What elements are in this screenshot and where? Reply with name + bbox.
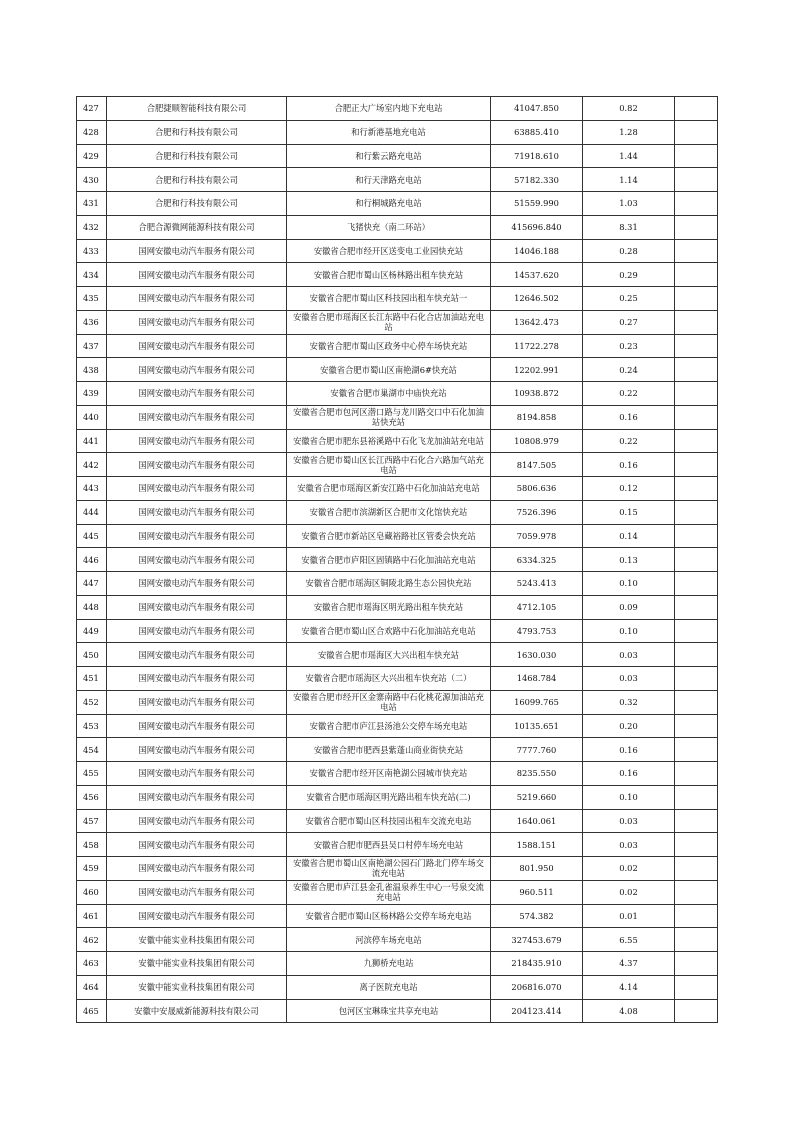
row-number-cell: 458	[77, 833, 107, 857]
station-name-cell: 安徽省合肥市蜀山区南艳湖6#快充站	[287, 358, 491, 382]
row-number-cell: 455	[77, 762, 107, 786]
percentage-cell: 1.14	[583, 168, 675, 192]
row-number-cell: 427	[77, 97, 107, 121]
row-number-cell: 465	[77, 999, 107, 1023]
remark-cell	[675, 192, 718, 216]
percentage-cell: 0.16	[583, 453, 675, 477]
percentage-cell: 0.22	[583, 382, 675, 406]
table-row	[77, 809, 718, 833]
remark-cell	[675, 477, 718, 501]
remark-cell	[675, 595, 718, 619]
charging-amount-cell: 12646.502	[491, 287, 583, 311]
charging-amount-cell: 5243.413	[491, 572, 583, 596]
remark-cell	[675, 975, 718, 999]
percentage-cell: 0.27	[583, 310, 675, 334]
percentage-cell: 0.12	[583, 477, 675, 501]
station-name-cell: 安徽省合肥市蜀山区杨林路公交停车场充电站	[287, 904, 491, 928]
row-number-cell: 439	[77, 382, 107, 406]
remark-cell	[675, 334, 718, 358]
charging-amount-cell: 1630.030	[491, 643, 583, 667]
charging-amount-cell: 71918.610	[491, 144, 583, 168]
station-name-cell: 安徽省合肥市肥西县紫蓬山商业街快充站	[287, 738, 491, 762]
percentage-cell: 0.15	[583, 500, 675, 524]
table-row	[77, 239, 718, 263]
company-name-cell: 合肥合源微网能源科技有限公司	[107, 215, 287, 239]
row-number-cell: 456	[77, 785, 107, 809]
charging-amount-cell: 8147.505	[491, 453, 583, 477]
remark-cell	[675, 453, 718, 477]
station-name-cell: 和行新港基地充电站	[287, 120, 491, 144]
charging-amount-cell: 574.382	[491, 904, 583, 928]
table-row	[77, 999, 718, 1023]
company-name-cell: 安徽中安晟威新能源科技有限公司	[107, 999, 287, 1023]
percentage-cell: 0.09	[583, 595, 675, 619]
company-name-cell: 国网安徽电动汽车服务有限公司	[107, 548, 287, 572]
table-row	[77, 192, 718, 216]
row-number-cell: 453	[77, 714, 107, 738]
row-number-cell: 451	[77, 667, 107, 691]
remark-cell	[675, 619, 718, 643]
table-row	[77, 572, 718, 596]
charging-amount-cell: 7777.760	[491, 738, 583, 762]
table-row	[77, 548, 718, 572]
company-name-cell: 国网安徽电动汽车服务有限公司	[107, 762, 287, 786]
table-row	[77, 144, 718, 168]
table-row	[77, 714, 718, 738]
station-name-cell: 安徽省合肥市瑶海区大兴出租车快充站	[287, 643, 491, 667]
company-name-cell: 合肥和行科技有限公司	[107, 192, 287, 216]
percentage-cell: 0.28	[583, 239, 675, 263]
station-name-cell: 安徽省合肥市新站区皂藏裕路社区管委会快充站	[287, 524, 491, 548]
station-name-cell: 安徽省合肥市蜀山区长江西路中石化合六路加气站充电站	[287, 453, 491, 477]
company-name-cell: 国网安徽电动汽车服务有限公司	[107, 833, 287, 857]
percentage-cell: 4.37	[583, 952, 675, 976]
station-name-cell: 安徽省合肥市包河区潜口路与龙川路交口中石化加油站快充站	[287, 405, 491, 429]
company-name-cell: 合肥和行科技有限公司	[107, 120, 287, 144]
table-row	[77, 263, 718, 287]
charging-amount-cell: 6334.325	[491, 548, 583, 572]
station-name-cell: 安徽省合肥市瑶海区铜陵北路生态公园快充站	[287, 572, 491, 596]
station-name-cell: 安徽省合肥市经开区金寨南路中石化桃花源加油站充电站	[287, 690, 491, 714]
charging-amount-cell: 218435.910	[491, 952, 583, 976]
table-row	[77, 738, 718, 762]
charging-amount-cell: 14537.620	[491, 263, 583, 287]
percentage-cell: 0.25	[583, 287, 675, 311]
row-number-cell: 454	[77, 738, 107, 762]
remark-cell	[675, 572, 718, 596]
company-name-cell: 国网安徽电动汽车服务有限公司	[107, 572, 287, 596]
remark-cell	[675, 429, 718, 453]
station-name-cell: 安徽省合肥市蜀山区杨林路出租车快充站	[287, 263, 491, 287]
percentage-cell: 0.16	[583, 762, 675, 786]
percentage-cell: 0.82	[583, 97, 675, 121]
percentage-cell: 0.02	[583, 880, 675, 904]
remark-cell	[675, 382, 718, 406]
station-name-cell: 离子医院充电站	[287, 975, 491, 999]
table-row	[77, 524, 718, 548]
charging-amount-cell: 4712.105	[491, 595, 583, 619]
percentage-cell: 0.13	[583, 548, 675, 572]
station-name-cell: 安徽省合肥市瑶海区明光路出租车快充站(二)	[287, 785, 491, 809]
row-number-cell: 445	[77, 524, 107, 548]
station-name-cell: 安徽省合肥市庐阳区固镇路中石化加油站充电站	[287, 548, 491, 572]
company-name-cell: 国网安徽电动汽车服务有限公司	[107, 809, 287, 833]
charging-amount-cell: 801.950	[491, 857, 583, 881]
company-name-cell: 国网安徽电动汽车服务有限公司	[107, 429, 287, 453]
percentage-cell: 0.03	[583, 643, 675, 667]
charging-amount-cell: 16099.765	[491, 690, 583, 714]
remark-cell	[675, 857, 718, 881]
company-name-cell: 国网安徽电动汽车服务有限公司	[107, 358, 287, 382]
remark-cell	[675, 524, 718, 548]
company-name-cell: 国网安徽电动汽车服务有限公司	[107, 643, 287, 667]
charging-amount-cell: 1640.061	[491, 809, 583, 833]
remark-cell	[675, 690, 718, 714]
station-name-cell: 安徽省合肥市蜀山区科技园出租车交流充电站	[287, 809, 491, 833]
station-table	[76, 96, 718, 1023]
row-number-cell: 448	[77, 595, 107, 619]
charging-amount-cell: 204123.414	[491, 999, 583, 1023]
table-row	[77, 690, 718, 714]
row-number-cell: 452	[77, 690, 107, 714]
row-number-cell: 462	[77, 928, 107, 952]
charging-amount-cell: 63885.410	[491, 120, 583, 144]
charging-amount-cell: 10938.872	[491, 382, 583, 406]
remark-cell	[675, 239, 718, 263]
company-name-cell: 合肥捷顺智能科技有限公司	[107, 97, 287, 121]
table-row	[77, 619, 718, 643]
remark-cell	[675, 358, 718, 382]
charging-amount-cell: 206816.070	[491, 975, 583, 999]
table-body	[77, 97, 718, 1023]
table-row	[77, 287, 718, 311]
charging-amount-cell: 14046.188	[491, 239, 583, 263]
station-name-cell: 安徽省合肥市蜀山区科技园出租车快充站一	[287, 287, 491, 311]
station-name-cell: 九狮桥充电站	[287, 952, 491, 976]
table-row	[77, 168, 718, 192]
remark-cell	[675, 667, 718, 691]
percentage-cell: 4.08	[583, 999, 675, 1023]
company-name-cell: 国网安徽电动汽车服务有限公司	[107, 263, 287, 287]
charging-amount-cell: 8235.550	[491, 762, 583, 786]
table-row	[77, 904, 718, 928]
charging-amount-cell: 4793.753	[491, 619, 583, 643]
remark-cell	[675, 500, 718, 524]
company-name-cell: 国网安徽电动汽车服务有限公司	[107, 239, 287, 263]
percentage-cell: 0.22	[583, 429, 675, 453]
percentage-cell: 1.03	[583, 192, 675, 216]
charging-amount-cell: 1468.784	[491, 667, 583, 691]
company-name-cell: 国网安徽电动汽车服务有限公司	[107, 857, 287, 881]
station-name-cell: 安徽省合肥市瑶海区长江东路中石化合店加油站充电站	[287, 310, 491, 334]
station-name-cell: 安徽省合肥市瑶海区新安江路中石化加油站充电站	[287, 477, 491, 501]
charging-amount-cell: 51559.990	[491, 192, 583, 216]
charging-amount-cell: 57182.330	[491, 168, 583, 192]
station-name-cell: 合肥正大广场室内地下充电站	[287, 97, 491, 121]
station-name-cell: 安徽省合肥市庐江县汤池公交停车场充电站	[287, 714, 491, 738]
percentage-cell: 0.23	[583, 334, 675, 358]
percentage-cell: 0.16	[583, 405, 675, 429]
station-name-cell: 安徽省合肥市蜀山区合欢路中石化加油站充电站	[287, 619, 491, 643]
row-number-cell: 443	[77, 477, 107, 501]
table-row	[77, 595, 718, 619]
table-row	[77, 667, 718, 691]
remark-cell	[675, 120, 718, 144]
row-number-cell: 437	[77, 334, 107, 358]
percentage-cell: 0.03	[583, 833, 675, 857]
charging-amount-cell: 5806.636	[491, 477, 583, 501]
row-number-cell: 430	[77, 168, 107, 192]
table-row	[77, 880, 718, 904]
table-row	[77, 928, 718, 952]
row-number-cell: 450	[77, 643, 107, 667]
remark-cell	[675, 714, 718, 738]
remark-cell	[675, 999, 718, 1023]
table-row	[77, 500, 718, 524]
table-row	[77, 833, 718, 857]
remark-cell	[675, 928, 718, 952]
charging-amount-cell: 415696.840	[491, 215, 583, 239]
table-row	[77, 762, 718, 786]
charging-amount-cell: 327453.679	[491, 928, 583, 952]
row-number-cell: 432	[77, 215, 107, 239]
station-name-cell: 安徽省合肥市肥东县裕溪路中石化飞龙加油站充电站	[287, 429, 491, 453]
percentage-cell: 0.20	[583, 714, 675, 738]
row-number-cell: 429	[77, 144, 107, 168]
charging-amount-cell: 5219.660	[491, 785, 583, 809]
station-name-cell: 和行紫云路充电站	[287, 144, 491, 168]
row-number-cell: 442	[77, 453, 107, 477]
remark-cell	[675, 833, 718, 857]
percentage-cell: 0.01	[583, 904, 675, 928]
remark-cell	[675, 263, 718, 287]
company-name-cell: 安徽中能实业科技集团有限公司	[107, 928, 287, 952]
station-name-cell: 包河区宝琳珠宝共享充电站	[287, 999, 491, 1023]
percentage-cell: 1.28	[583, 120, 675, 144]
company-name-cell: 国网安徽电动汽车服务有限公司	[107, 667, 287, 691]
company-name-cell: 国网安徽电动汽车服务有限公司	[107, 595, 287, 619]
company-name-cell: 国网安徽电动汽车服务有限公司	[107, 334, 287, 358]
charging-amount-cell: 960.511	[491, 880, 583, 904]
table-row	[77, 857, 718, 881]
station-name-cell: 安徽省合肥市瑶海区明光路出租车快充站	[287, 595, 491, 619]
row-number-cell: 436	[77, 310, 107, 334]
table-row	[77, 120, 718, 144]
station-name-cell: 安徽省合肥市瑶海区大兴出租车快充站（二）	[287, 667, 491, 691]
remark-cell	[675, 785, 718, 809]
charging-amount-cell: 41047.850	[491, 97, 583, 121]
remark-cell	[675, 738, 718, 762]
station-name-cell: 和行天津路充电站	[287, 168, 491, 192]
remark-cell	[675, 762, 718, 786]
remark-cell	[675, 405, 718, 429]
station-name-cell: 安徽省合肥市庐江县金孔雀温泉养生中心一号泉交流充电站	[287, 880, 491, 904]
company-name-cell: 国网安徽电动汽车服务有限公司	[107, 738, 287, 762]
company-name-cell: 国网安徽电动汽车服务有限公司	[107, 524, 287, 548]
company-name-cell: 国网安徽电动汽车服务有限公司	[107, 500, 287, 524]
row-number-cell: 435	[77, 287, 107, 311]
row-number-cell: 428	[77, 120, 107, 144]
table-row	[77, 334, 718, 358]
station-name-cell: 飞猪快充（南二环站）	[287, 215, 491, 239]
remark-cell	[675, 310, 718, 334]
remark-cell	[675, 904, 718, 928]
company-name-cell: 国网安徽电动汽车服务有限公司	[107, 382, 287, 406]
percentage-cell: 0.03	[583, 667, 675, 691]
percentage-cell: 6.55	[583, 928, 675, 952]
row-number-cell: 461	[77, 904, 107, 928]
charging-amount-cell: 10135.651	[491, 714, 583, 738]
company-name-cell: 国网安徽电动汽车服务有限公司	[107, 880, 287, 904]
company-name-cell: 国网安徽电动汽车服务有限公司	[107, 477, 287, 501]
table-row	[77, 358, 718, 382]
charging-amount-cell: 1588.151	[491, 833, 583, 857]
remark-cell	[675, 952, 718, 976]
row-number-cell: 433	[77, 239, 107, 263]
charging-amount-cell: 8194.858	[491, 405, 583, 429]
station-name-cell: 安徽省合肥市经开区南艳湖公园城市快充站	[287, 762, 491, 786]
company-name-cell: 合肥和行科技有限公司	[107, 144, 287, 168]
percentage-cell: 4.14	[583, 975, 675, 999]
table-row	[77, 785, 718, 809]
station-name-cell: 安徽省合肥市经开区送变电工业园快充站	[287, 239, 491, 263]
remark-cell	[675, 643, 718, 667]
company-name-cell: 国网安徽电动汽车服务有限公司	[107, 904, 287, 928]
remark-cell	[675, 880, 718, 904]
table-row	[77, 453, 718, 477]
row-number-cell: 464	[77, 975, 107, 999]
percentage-cell: 0.10	[583, 785, 675, 809]
table-row	[77, 975, 718, 999]
station-name-cell: 安徽省合肥市肥西县吴口村停车场充电站	[287, 833, 491, 857]
company-name-cell: 国网安徽电动汽车服务有限公司	[107, 785, 287, 809]
percentage-cell: 0.29	[583, 263, 675, 287]
percentage-cell: 0.32	[583, 690, 675, 714]
company-name-cell: 国网安徽电动汽车服务有限公司	[107, 619, 287, 643]
company-name-cell: 安徽中能实业科技集团有限公司	[107, 952, 287, 976]
company-name-cell: 国网安徽电动汽车服务有限公司	[107, 405, 287, 429]
row-number-cell: 460	[77, 880, 107, 904]
table-row	[77, 952, 718, 976]
station-name-cell: 安徽省合肥市滨湖新区合肥市文化馆快充站	[287, 500, 491, 524]
percentage-cell: 0.24	[583, 358, 675, 382]
company-name-cell: 国网安徽电动汽车服务有限公司	[107, 714, 287, 738]
remark-cell	[675, 809, 718, 833]
company-name-cell: 合肥和行科技有限公司	[107, 168, 287, 192]
percentage-cell: 0.14	[583, 524, 675, 548]
company-name-cell: 国网安徽电动汽车服务有限公司	[107, 690, 287, 714]
charging-amount-cell: 12202.991	[491, 358, 583, 382]
row-number-cell: 457	[77, 809, 107, 833]
station-name-cell: 安徽省合肥市巢湖市中庙快充站	[287, 382, 491, 406]
row-number-cell: 431	[77, 192, 107, 216]
station-name-cell: 和行桐城路充电站	[287, 192, 491, 216]
remark-cell	[675, 144, 718, 168]
row-number-cell: 447	[77, 572, 107, 596]
table-row	[77, 405, 718, 429]
remark-cell	[675, 97, 718, 121]
remark-cell	[675, 287, 718, 311]
row-number-cell: 444	[77, 500, 107, 524]
table-row	[77, 382, 718, 406]
company-name-cell: 国网安徽电动汽车服务有限公司	[107, 310, 287, 334]
station-name-cell: 安徽省合肥市蜀山区政务中心停车场快充站	[287, 334, 491, 358]
remark-cell	[675, 168, 718, 192]
charging-amount-cell: 7526.396	[491, 500, 583, 524]
row-number-cell: 446	[77, 548, 107, 572]
charging-amount-cell: 10808.979	[491, 429, 583, 453]
table-row	[77, 97, 718, 121]
table-row	[77, 429, 718, 453]
percentage-cell: 0.03	[583, 809, 675, 833]
table-row	[77, 643, 718, 667]
table-row	[77, 477, 718, 501]
percentage-cell: 0.16	[583, 738, 675, 762]
row-number-cell: 438	[77, 358, 107, 382]
row-number-cell: 434	[77, 263, 107, 287]
row-number-cell: 463	[77, 952, 107, 976]
row-number-cell: 449	[77, 619, 107, 643]
percentage-cell: 8.31	[583, 215, 675, 239]
row-number-cell: 440	[77, 405, 107, 429]
charging-amount-cell: 7059.978	[491, 524, 583, 548]
row-number-cell: 441	[77, 429, 107, 453]
table-row	[77, 310, 718, 334]
charging-amount-cell: 13642.473	[491, 310, 583, 334]
charging-amount-cell: 11722.278	[491, 334, 583, 358]
company-name-cell: 安徽中能实业科技集团有限公司	[107, 975, 287, 999]
percentage-cell: 0.10	[583, 619, 675, 643]
station-name-cell: 安徽省合肥市蜀山区南艳湖公园石门路北门停车场交流充电站	[287, 857, 491, 881]
remark-cell	[675, 548, 718, 572]
row-number-cell: 459	[77, 857, 107, 881]
percentage-cell: 1.44	[583, 144, 675, 168]
remark-cell	[675, 215, 718, 239]
company-name-cell: 国网安徽电动汽车服务有限公司	[107, 287, 287, 311]
percentage-cell: 0.10	[583, 572, 675, 596]
station-name-cell: 河滨停车场充电站	[287, 928, 491, 952]
percentage-cell: 0.02	[583, 857, 675, 881]
company-name-cell: 国网安徽电动汽车服务有限公司	[107, 453, 287, 477]
table-row	[77, 215, 718, 239]
